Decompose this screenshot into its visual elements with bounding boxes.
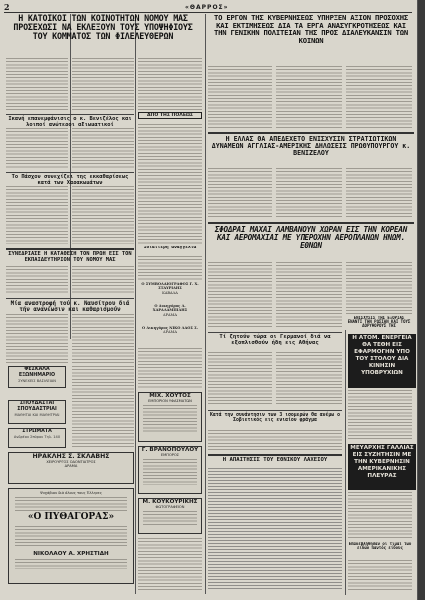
article-text [138,538,202,590]
article-text [348,560,412,590]
article-text [6,186,68,244]
subhead-block [6,246,134,264]
masthead [4,2,412,13]
ad-title: ΣΠΟΥΔΑΣΤΑΙ ΣΠΟΥΔΑΣΤΡΙΑΙ [17,401,57,412]
france-banner [348,444,416,490]
ad-subtitle: ΣΥΝΕΧΕΙΣ ΒΑΣΙΛΕΙΑΝ [18,379,56,383]
article-text [346,262,412,314]
korea-headline: ΣΦΟΔΡΑΙ ΜΑΧΑΙ ΛΑΜΒΑΝΟΥΝ ΧΩΡΑΝ ΕΙΣ ΤΗΝ ΚΟΡΕΑΝ ΚΑΙ ΑΕΡΟΜΑΧΙΑΙ ΜΕ ΥΠΕΡΟΧΗΝ ΑΕΡΟΠΛΑΝΩΝ ΗΝΩΜ. ΕΘΝΩΝ [214,225,408,250]
ad-box [8,428,66,448]
article-text [346,66,412,128]
column-rule [345,330,346,595]
doctor-city: ΔΡΑΜΑ [64,464,78,469]
lottery-results-table [208,468,342,590]
subhead-block [6,170,134,184]
article-text [208,262,272,328]
doctor-name: ΗΡΑΚΛΗΣ Σ. ΣΚΛΑΒΗΣ [32,453,110,460]
subhead-block [6,296,134,312]
lottery-headline: Η ΑΠΑΙΤΗΣΙΣ ΤΟΥ ΕΘΝΙΚΟΥ ΛΑΧΕΙΟΥ [222,457,328,463]
ad-box [8,400,66,424]
subhead-block [6,112,134,126]
exile-block [346,316,412,330]
lawyer-ad [138,304,202,324]
shop-sub-3: ΦΩΤΟΓΡΑΦΕΙΟΝ [155,505,185,509]
article-text [276,262,342,328]
article-text [72,186,134,244]
lawyer-ad [138,326,202,346]
article-text [348,492,412,540]
lawyer-name: Ο Δικηγόρος Λ. ΧΑΡΑΛΑΜΠΙΔΗΣ [152,304,188,313]
left-headline-block [6,14,200,56]
ad-title: ΣΤΡΩΜΑΤΑ [22,429,52,434]
germans-headline-block [208,330,342,350]
article-text [208,352,272,406]
column-rule [135,14,136,594]
renewal-subhead: Μία αναστροφή τού κ. Ναυσίτρου διά τήν ανανέωσιν και καθαρισμούν [10,301,130,312]
shop-ad [138,392,202,442]
shop-ad [138,498,202,534]
film-intro: Ψυχάβιον διά όλους τους Έλληνες [40,491,102,495]
venizelos-subhead: Ικανή επανεμφάνισις ο κ. Βενιζέλος και λοιποί ανώτεροι αξιωματικοί [8,116,132,126]
doctor-ad [8,452,134,484]
prices-block [348,542,412,558]
article-text [72,58,134,110]
article-text [276,66,342,128]
article-text [346,168,412,218]
shop-name: ΜΙΧ. ΧΟΥΤΟΣ [149,393,191,399]
venizelos-headline: Η ΕΛΛΑΣ ΘΑ ΑΠΕΔΕΧΕΤΟ ΕΝΙΣΧΥΣΙΝ ΣΤΡΑΤΙΩΤΙΚΩΝ ΔΥΝΑΜΕΩΝ ΑΓΓΛΙΑΣ-ΑΜΕΡΙΚΗΣ ΔΗΛΩΣΕΙΣ ΠΡΩΘΥΠΟΥΡΓΟΥ κ. ΒΕΝΙΖΕΛΟΥ [211,135,411,157]
paper-name: «ΘΑΡΡΟΣ» [185,3,229,11]
lawyer-city-2: ΔΡΑΜΑ [163,330,177,335]
france-banner-text: ΜΕΥΑΡΧΗΣ ΓΑΛΛΙΑΣ ΕΙΣ ΣΥΖΗΤΗΣΙΝ ΜΕ ΤΗΝ ΚΥΒΕΡΝΗΣΙΝ ΑΜΕΡΙΚΑΝΙΚΗΣ ΠΛΕΥΡΑΣ [350,445,414,479]
notice-header [138,246,202,254]
atomic-banner [348,334,416,388]
article-text [276,352,342,406]
bridge-headline: Κατά την συνάντησιν των 3 ισομερών θα ανέμω ο Σοβιετικός εις ενιαίον φράγμα [210,413,340,424]
city-news-title: ΑΠΟ ΤΗΣ ΠΟΛΕΩΣ [138,112,202,119]
column-rule [205,14,206,594]
lawyer-city: ΔΡΑΜΑ [163,312,177,317]
article-text [208,66,272,128]
lottery-headline-block [208,452,342,466]
notary-ad [138,282,202,302]
germans-headline: Τί ζητούν τώρα οι Γερμανοί διά να εξοπλισθούν ήδη εις Αθήνας [219,334,331,346]
article-text [6,58,68,110]
korea-headline-block [208,220,414,258]
article-text [6,128,68,168]
article-text [72,366,134,448]
bridge-headline-block [208,408,342,428]
trenches-subhead: Το Πάσχον συνεχίζει της εκκαθαρίσεως κατά των Χαρακωμάτων [11,174,129,184]
lawyer-name-2: Ο Δικηγόρος ΝΙΚΟ ΛΑΟΣ Σ. [142,326,198,330]
article-text [6,314,68,364]
government-headline: ΤΟ ΕΡΓΟΝ ΤΗΣ ΚΥΒΕΡΝΗΣΕΩΣ ΥΠΗΡΞΕΝ ΑΞΙΟΝ ΠΡΟΣΟΧΗΣ ΚΑΙ ΕΚΤΙΜΗΣΕΩΣ ΔΙΑ ΤΑ ΕΡΓΑ ΑΝΑΣΥΓΚΡΟΤΗΣΕΩΣ ΚΑΙ ΤΗΝ ΓΕΝΙΚΗΝ ΠΟΛΙΤΕΙΑΝ ΤΗΣ ΠΡΟΣ ΔΙΑΛΕΥΚΑΝΣΙΝ ΤΩΝ ΚΟΙΝΩΝ [214,14,408,45]
shop-name-3: Μ. ΚΟΥΚΟΥΡΙΚΗΣ [142,499,198,505]
page-number: 2 [4,2,10,12]
venizelos-headline-block [208,130,414,166]
doctor-title: ΧΕΙΡΟΥΡΓΟΣ ΟΔΟΝΤΙΑΤΡΟΣ [46,460,96,464]
article-text [72,266,134,294]
film-ad [8,488,134,584]
article-text [138,348,202,388]
shop-sub: ΕΜΠΟΡΙΟΝ ΥΦΑΣΜΑΤΩΝ [148,399,192,403]
shop-sub-2: ΕΜΠΟΡΟΣ [160,453,180,457]
exile-headline: ΕΝΙΣΧΥΣΙΣ ΤΗΣ ΕΞΟΡΙΑΣ ΕΝΑΝΤΙ ΤΗΝ ΡΩΣΙΑΝ ΚΑΙ ΤΟΥΣ ΔΟΡΥΦΟΡΟΥΣ ΤΗΣ [347,316,411,329]
article-text [138,256,202,280]
ad-subtitle: ΜΑΘΗΤΑΙ ΚΑΙ ΜΑΘΗΤΡΙΑΙ [14,413,60,417]
ad-box [8,366,66,388]
article-text [6,266,68,294]
prices-headline: Επανεβλήθησαν οι τιμαί των ειδών παντός είδους [348,542,412,551]
article-text [208,430,342,450]
ad-title: ΦΕΣΚΑΛΑ ΕΞΩΝΗΜΑΡΙΟ [18,367,56,378]
notary-name: Ο ΣΥΜΒΟΛΑΙΟΓΡΑΦΟΣ Γ. Χ. ΣΤΑΥΡΙΔΗΣ [141,282,199,291]
article-text [72,314,134,364]
right-headline-block [208,14,414,64]
shop-ad [138,446,202,494]
notary-city: ΚΑΒΑΛΑ [162,290,178,295]
ad-subtitle: Ανδρέου Σπύρου Τηλ. 140 [13,435,61,439]
film-title: «Ο ΠΥΘΑΓΟΡΑΣ» [27,512,115,523]
article-text [72,128,134,168]
school-subhead: ΣΥΝΕΔΡΙΑΣΕ Η ΚΑΤΑΘΕΣΗ ΤΟΝ ΠΡΩΗ ΕΙΣ ΤΟΝ ΕΚΠΑΙΔΕΥΤΗΡΙΟΝ ΤΟΥ ΝΟΜΟΥ ΜΑΣ [8,251,132,263]
shop-name-2: Γ. ΒΡΑΝΟΠΟΥΛΟΥ [141,447,199,453]
article-text [276,168,342,218]
left-headline: Η ΚΑΤΟΙΚΟΙ ΤΩΝ ΚΟΙΝΟΤΗΤΩΝ ΝΟΜΟΥ ΜΑΣ ΠΡΟΣΕΧΩΣΙ ΝΑ ΕΚΛΕΞΟΥΝ ΤΟΥΣ ΥΠΟΨΗΦΙΟΥΣ ΤΟΥ ΚΟΜΜΑΤΟΣ ΤΩΝ ΦΙΛΕΛΕΥΘΕΡΩΝ [13,14,193,41]
article-text [138,58,202,110]
film-producer: ΝΙΚΟΛΑΟΥ Α. ΧΡΗΣΤΙΔΗ [33,550,109,557]
article-text [138,124,202,244]
notice-title: Ιδιαίτερη αναγγελία [143,246,197,250]
article-text [208,168,272,218]
city-news-header [138,112,202,122]
article-text [348,390,412,440]
atomic-banner-text: Η ΑΤΟΜ. ΕΝΕΡΓΕΙΑ ΘΑ ΤΕΘΗ ΕΙΣ ΕΦΑΡΜΟΓΗΝ ΥΠΟ ΤΟΥ ΣΤΟΛΟΥ ΔΙΑ ΚΙΝΗΣΙΝ ΥΠΟΒΡΥΧΙΩΝ [352,335,412,376]
